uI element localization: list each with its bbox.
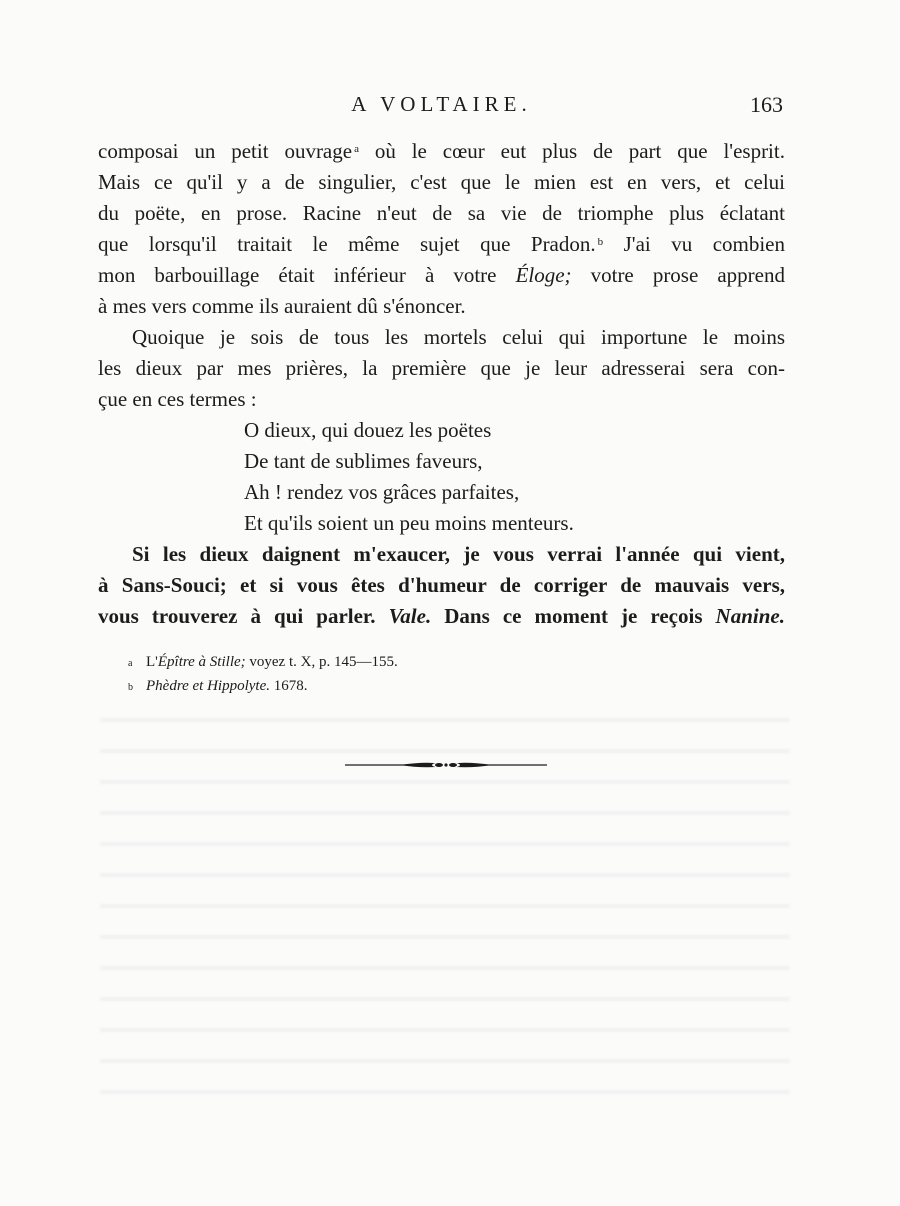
text-line: à mes vers comme ils auraient dû s'énoncer. — [98, 294, 466, 318]
text-line: mon barbouillage était inférieur à votre Éloge; votre prose apprend — [98, 263, 785, 287]
footnote-ref-a[interactable]: a — [354, 143, 359, 155]
footnote-mark: b — [128, 682, 133, 693]
verse-line: O dieux, qui douez les poëtes — [244, 418, 492, 442]
italic-eloge: Éloge; — [515, 263, 572, 287]
text-line: Mais ce qu'il y a de singulier, c'est que le mien est en vers, et celui — [98, 170, 785, 194]
text-line: à Sans-Souci; et si vous êtes d'humeur de corriger de mauvais vers, — [98, 573, 785, 597]
page-number: 163 — [750, 92, 783, 117]
footnote-ref-b[interactable]: b — [597, 236, 604, 248]
text-line: çue en ces termes : — [98, 387, 257, 411]
text-line: vous trouverez à qui parler. Vale. Dans ce moment je reçois Nanine. — [98, 604, 785, 628]
text-line: Quoique je sois de tous les mortels celui qui importune le moins — [132, 325, 785, 349]
footnote-mark: a — [128, 658, 133, 669]
verse-line: De tant de sublimes faveurs, — [244, 449, 483, 473]
italic-nanine: Nanine. — [715, 604, 785, 628]
footnote-a: a L'Épître à Stille; voyez t. X, p. 145—155. — [128, 650, 728, 674]
running-head — [100, 92, 783, 122]
footnotes — [128, 650, 728, 698]
text-line: Si les dieux daignent m'exaucer, je vous verrai l'année qui vient, — [132, 542, 785, 566]
tailpiece-ornament-icon — [345, 758, 547, 772]
italic-vale: Vale. — [388, 604, 432, 628]
text-line: composai un petit ouvrage $^a$ où le cœur eut plus de part que l'esprit. — [98, 139, 785, 163]
verse-line: Et qu'ils soient un peu moins menteurs. — [244, 511, 574, 535]
running-title: A VOLTAIRE. — [351, 92, 532, 116]
verse-line: Ah ! rendez vos grâces parfaites, — [244, 480, 520, 504]
text-line: que lorsqu'il traitait le même sujet que Pradon. $^b$ J'ai vu combien — [98, 232, 786, 256]
body-text — [98, 136, 785, 632]
text-line: du poëte, en prose. Racine n'eut de sa vie de triomphe plus éclatant — [98, 201, 785, 225]
text-line: les dieux par mes prières, la première que je leur adresserai sera con- — [98, 356, 785, 380]
footnote-b: b Phèdre et Hippolyte. 1678. — [128, 674, 728, 698]
